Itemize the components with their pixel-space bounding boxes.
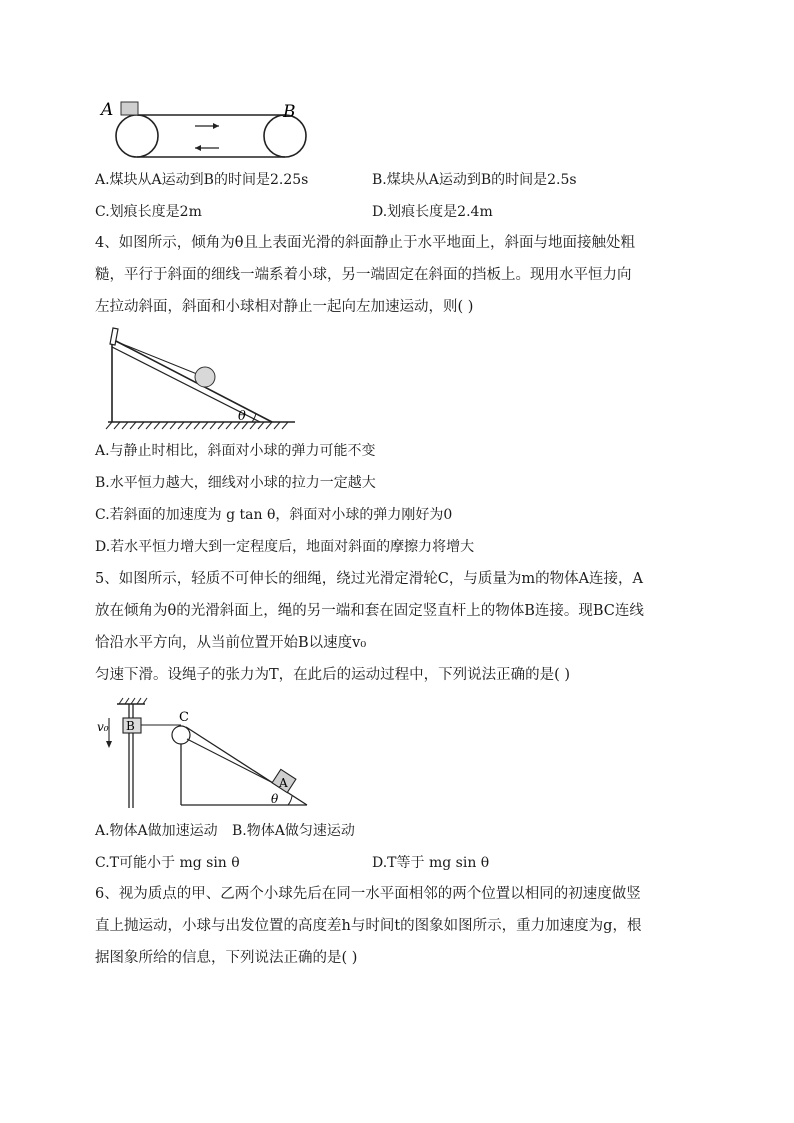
q4-stem-line-1: 4、如图所示，倾角为θ且上表面光滑的斜面静止于水平地面上，斜面与地面接触处粗 bbox=[95, 235, 635, 251]
pulley-theta-label: θ bbox=[271, 792, 279, 806]
coal-block bbox=[121, 102, 138, 115]
q5-option-a: A.物体A做加速运动 bbox=[95, 823, 218, 839]
incline-ball-figure bbox=[100, 325, 300, 430]
pulley-incline-figure bbox=[95, 695, 315, 813]
velocity-label: v₀ bbox=[97, 720, 109, 734]
q5-stem-line-4: 匀速下滑。设绳子的张力为T，在此后的运动过程中，下列说法正确的是( ) bbox=[95, 667, 571, 683]
q4-stem-line-2: 糙，平行于斜面的细线一端系着小球，另一端固定在斜面的挡板上。现用水平恒力向 bbox=[95, 267, 632, 283]
conveyor-belt-figure bbox=[95, 95, 320, 165]
belt-label-b: B bbox=[283, 102, 296, 122]
q5-option-d: D.T等于 mg sin θ bbox=[372, 855, 490, 871]
q4-stem-line-3: 左拉动斜面，斜面和小球相对静止一起向左加速运动，则( ) bbox=[95, 299, 474, 315]
incline-theta-label: θ bbox=[238, 409, 246, 424]
q4-option-b: B.水平恒力越大，细线对小球的拉力一定越大 bbox=[95, 475, 376, 491]
ball bbox=[195, 367, 215, 387]
q4-option-c: C.若斜面的加速度为 g tan θ，斜面对小球的弹力刚好为0 bbox=[95, 507, 453, 523]
q6-stem-line-2: 直上抛运动，小球与出发位置的高度差h与时间t的图象如图所示，重力加速度为g，根 bbox=[95, 918, 642, 934]
q6-stem-line-1: 6、视为质点的甲、乙两个小球先后在同一水平面相邻的两个位置以相同的初速度做竖 bbox=[95, 886, 641, 902]
q4-option-d: D.若水平恒力增大到一定程度后，地面对斜面的摩擦力将增大 bbox=[95, 539, 475, 555]
q5-option-b: B.物体A做匀速运动 bbox=[232, 823, 355, 839]
belt-label-a: A bbox=[101, 100, 114, 120]
q6-stem-line-3: 据图象所给的信息，下列说法正确的是( ) bbox=[95, 950, 358, 966]
q4-option-a: A.与静止时相比，斜面对小球的弹力可能不变 bbox=[95, 443, 376, 459]
q5-option-c: C.T可能小于 mg sin θ bbox=[95, 855, 240, 871]
pulley-c bbox=[172, 726, 190, 744]
pulley-c-label: C bbox=[179, 710, 189, 725]
q3-option-b: B.煤块从A运动到B的时间是2.5s bbox=[372, 172, 577, 188]
stop-plate bbox=[110, 328, 118, 345]
incline-surface bbox=[112, 339, 272, 422]
block-a-label: A bbox=[279, 776, 288, 790]
q5-stem-line-1: 5、如图所示，轻质不可伸长的细绳，绕过光滑定滑轮C，与质量为m的物体A连接，A bbox=[95, 571, 644, 587]
q3-option-c: C.划痕长度是2m bbox=[95, 204, 202, 220]
q3-option-d: D.划痕长度是2.4m bbox=[372, 204, 493, 220]
block-b-label: B bbox=[126, 719, 135, 733]
pulley-incline-surface bbox=[186, 727, 307, 805]
q3-option-a: A.煤块从A运动到B的时间是2.25s bbox=[95, 172, 309, 188]
q5-stem-line-2: 放在倾角为θ的光滑斜面上，绳的另一端和套在固定竖直杆上的物体B连接。现BC连线 bbox=[95, 603, 644, 619]
left-pulley bbox=[116, 115, 158, 157]
q5-stem-line-3: 恰沿水平方向，从当前位置开始B以速度v₀ bbox=[95, 635, 367, 651]
